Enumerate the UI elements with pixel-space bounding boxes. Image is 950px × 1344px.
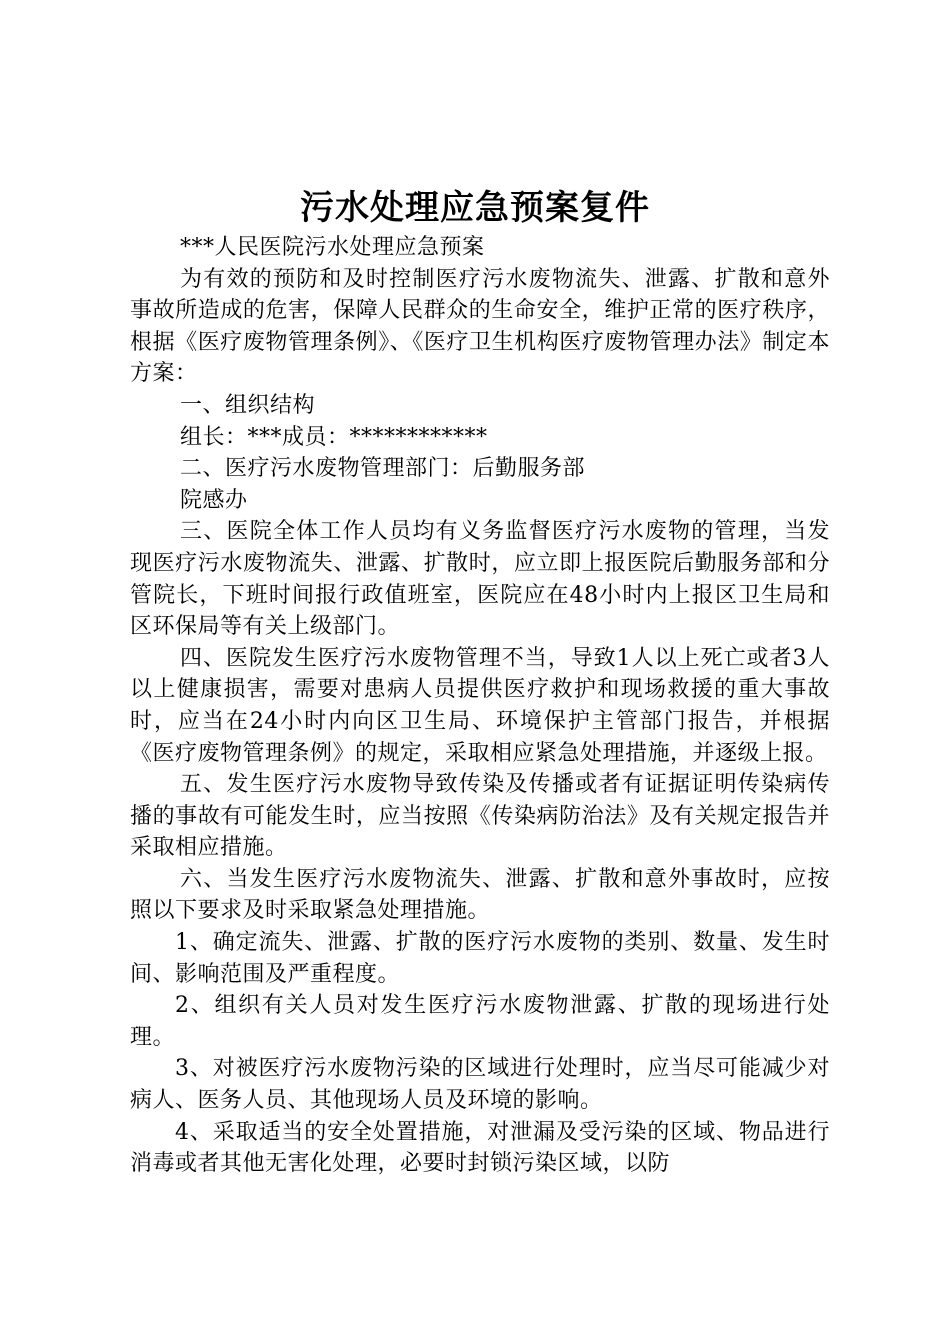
paragraph-section-4: 四、医院发生医疗污水废物管理不当，导致1人以上死亡或者3人以上健康损害，需要对患病人员提供医疗救护和现场救援的重大事故时，应当在24小时内向区卫生局、环境保护主管部门报告，并根据《医疗废物管理条例》的规定，采取相应紧急处理措施，并逐级上报。 <box>130 645 830 766</box>
paragraph-section-6: 六、当发生医疗污水废物流失、泄露、扩散和意外事故时，应按照以下要求及时采取紧急处理措施。 <box>130 866 830 924</box>
paragraph-members: 组长：***成员：************ <box>180 424 488 450</box>
paragraph-section-1: 一、组织结构 <box>180 392 316 418</box>
paragraph-item-3: 3、对被医疗污水废物污染的区域进行处理时，应当尽可能减少对病人、医务人员、其他现场人员及环境的影响。 <box>130 1056 830 1114</box>
paragraph-purpose: 为有效的预防和及时控制医疗污水废物流失、泄露、扩散和意外事故所造成的危害，保障人民群众的生命安全，维护正常的医疗秩序，根据《医疗废物管理条例》、《医疗卫生机构医疗废物管理办法》制定本方案： <box>130 266 830 387</box>
paragraph-section-2: 二、医疗污水废物管理部门：后勤服务部 <box>180 456 586 482</box>
document-title: 污水处理应急预案复件 <box>300 188 650 228</box>
paragraph-heading-plan: ***人民医院污水处理应急预案 <box>180 235 485 260</box>
document-body <box>130 232 830 1180</box>
paragraph-item-4: 4、采取适当的安全处置措施，对泄漏及受污染的区域、物品进行消毒或者其他无害化处理，必要时封锁污染区域，以防 <box>130 1119 830 1177</box>
paragraph-item-1: 1、确定流失、泄露、扩散的医疗污水废物的类别、数量、发生时间、影响范围及严重程度。 <box>130 930 830 987</box>
paragraph-section-5: 五、发生医疗污水废物导致传染及传播或者有证据证明传染病传播的事故有可能发生时，应当按照《传染病防治法》及有关规定报告并采取相应措施。 <box>130 772 830 861</box>
paragraph-infection-office: 院感办 <box>180 487 248 513</box>
paragraph-section-3: 三、医院全体工作人员均有义务监督医疗污水废物的管理，当发现医疗污水废物流失、泄露、扩散时，应立即上报医院后勤服务部和分管院长，下班时间报行政值班室，医院应在48小时内上报区卫生局和区环保局等有关上级部门。 <box>130 519 830 640</box>
paragraph-item-2: 2、组织有关人员对发生医疗污水废物泄露、扩散的现场进行处理。 <box>130 993 830 1050</box>
